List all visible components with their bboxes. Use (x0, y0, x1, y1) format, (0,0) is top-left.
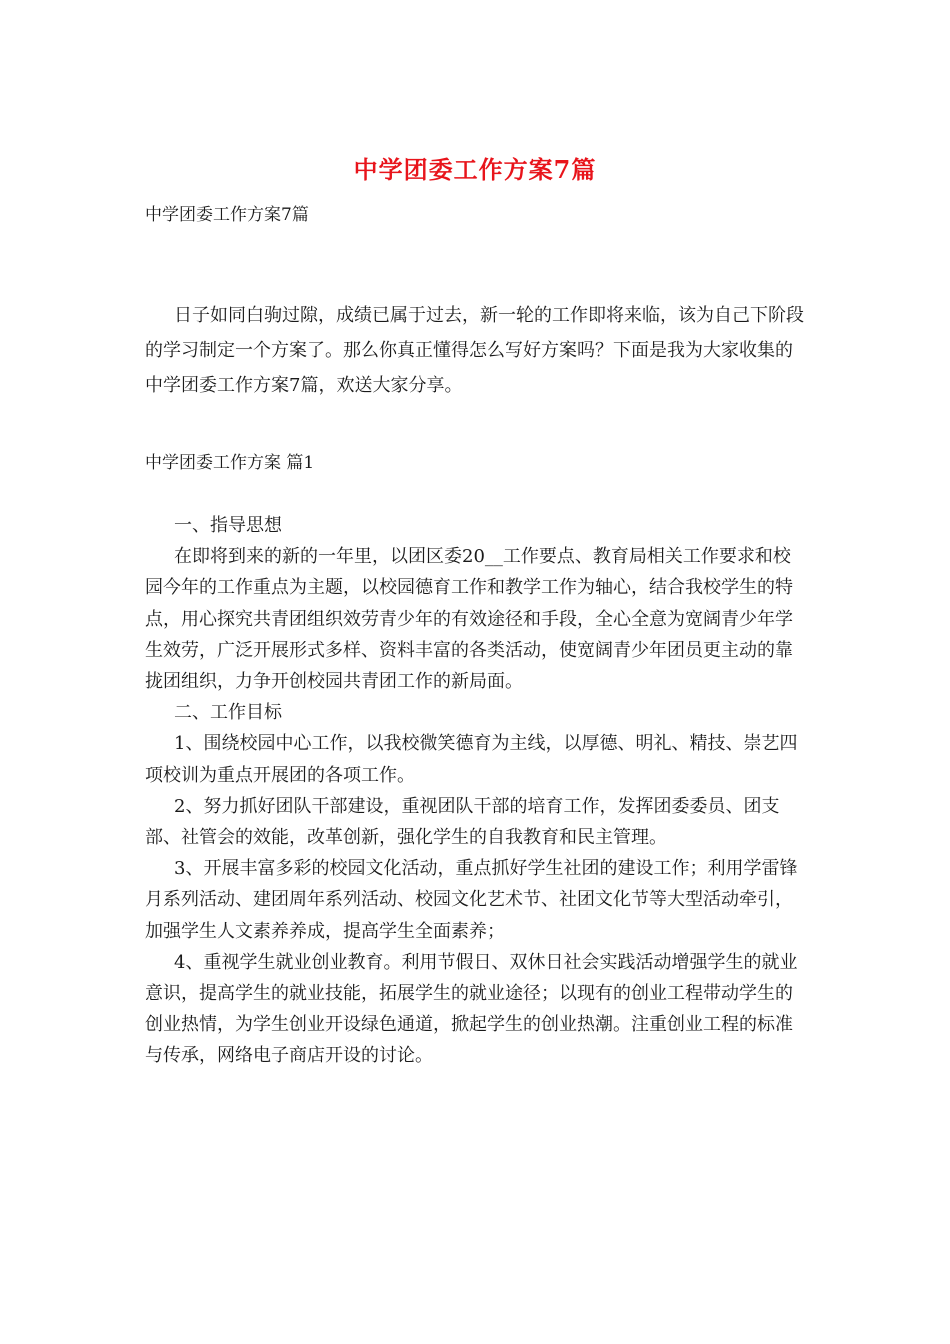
paragraph-guiding-thought: 在即将到来的新的一年里，以团区委20__工作要点、教育局相关工作要求和校园今年的工作重点为主题，以校园德育工作和教学工作为轴心，结合我校学生的特点，用心探究共青团组织效劳青少年的有效途径和手段，全心全意为宽阔青少年学生效劳，广泛开展形式多样、资料丰富的各类活动，使宽阔青少年团员更主动的靠拢团组织，力争开创校园共青团工作的新局面。 (145, 546, 793, 693)
goal-item-2: 2、努力抓好团队干部建设，重视团队干部的培育工作，发挥团委委员、团支部、社管会的效能，改革创新，强化学生的自我教育和民主管理。 (145, 795, 780, 849)
goal-item-1: 1、围绕校园中心工作，以我校微笑德育为主线，以厚德、明礼、精技、崇艺四项校训为重点开展团的各项工作。 (145, 733, 798, 786)
document-title: 中学团委工作方案7篇 (353, 155, 597, 184)
section-heading: 中学团委工作方案 篇1 (145, 453, 315, 473)
heading-work-goals: 二、工作目标 (174, 702, 282, 724)
goal-item-3: 3、开展丰富多彩的校园文化活动，重点抓好学生社团的建设工作；利用学雷锋月系列活动、建团周年系列活动、校园文化艺术节、社团文化节等大型活动牵引，加强学生人文素养养成，提高学生全面素养； (145, 858, 798, 942)
body-block (145, 510, 805, 1072)
intro-paragraph: 日子如同白驹过隙，成绩已属于过去，新一轮的工作即将来临，该为自己下阶段的学习制定一个方案了。那么你真正懂得怎么写好方案吗？下面是我为大家收集的中学团委工作方案7篇，欢送大家分享。 (145, 305, 804, 396)
goal-item-4: 4、重视学生就业创业教育。利用节假日、双休日社会实践活动增强学生的就业意识，提高学生的就业技能，拓展学生的就业途径；以现有的创业工程带动学生的创业热情，为学生创业开设绿色通道，掀起学生的创业热潮。注重创业工程的标准与传承，网络电子商店开设的讨论。 (145, 951, 798, 1067)
intro-block (145, 298, 805, 403)
document-subtitle: 中学团委工作方案7篇 (145, 205, 309, 225)
heading-guiding-thought: 一、指导思想 (174, 515, 282, 536)
